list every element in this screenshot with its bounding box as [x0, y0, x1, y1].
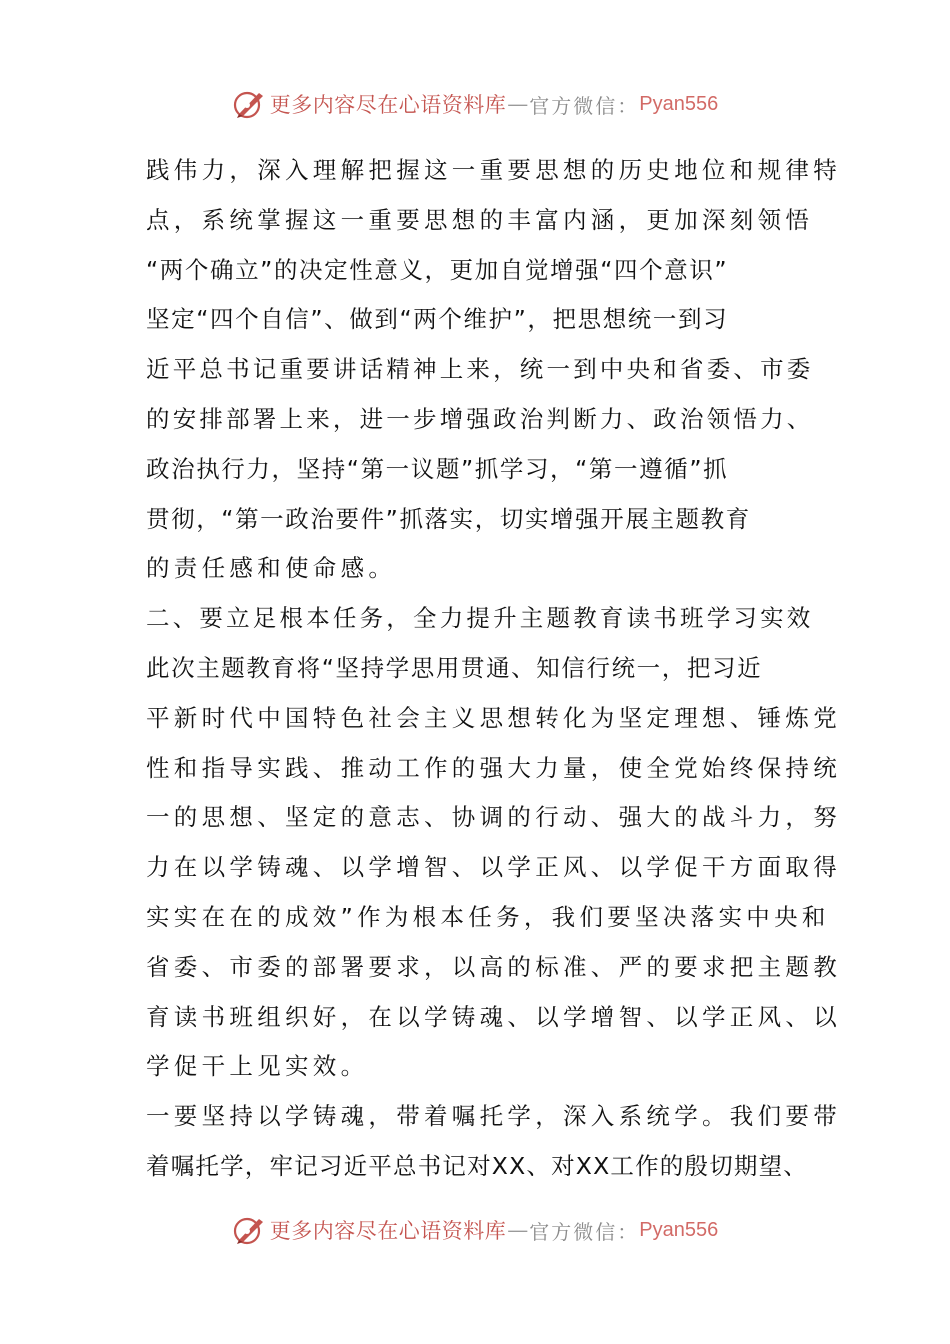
body-line: 力在以学铸魂、以学增智、以学正风、以学促干方面取得: [146, 853, 841, 882]
body-line: 着嘱托学，牢记习近平总书记对XX、对XX工作的殷切期望、: [146, 1151, 808, 1180]
body-line: 政治执行力，坚持“第一议题”抓学习，“第一遵循”抓: [146, 454, 729, 483]
header-banner: [0, 86, 950, 122]
body-line: 的责任感和使命感。: [146, 554, 397, 583]
body-line: 坚定“四个自信”、做到“两个维护”，把思想统一到习: [146, 305, 729, 334]
banner-wechat-label: 官方微信：: [529, 1219, 640, 1244]
body-line: 近平总书记重要讲话精神上来，统一到中央和省委、市委: [146, 355, 814, 384]
body-line: 平新时代中国特色社会主义思想转化为坚定理想、锤炼党: [146, 703, 841, 732]
body-line: 一要坚持以学铸魂，带着嘱托学，深入系统学。我们要带: [146, 1102, 841, 1131]
banner-main-text: 更多内容尽在心语资料库: [269, 1219, 507, 1243]
body-line: 实实在在的成效”作为根本任务，我们要坚决落实中央和: [146, 902, 830, 931]
banner-dash: —: [507, 1218, 529, 1242]
body-line: 贯彻，“第一政治要件”抓落实，切实增强开展主题教育: [146, 504, 751, 533]
body-line: 践伟力，深入理解把握这一重要思想的历史地位和规律特: [146, 156, 841, 184]
body-line: 的安排部署上来，进一步增强政治判断力、政治领悟力、: [146, 404, 814, 433]
body-line: “两个确立”的决定性意义，更加自觉增强“四个意识”: [146, 255, 729, 284]
banner-wechat-id: Pyan556: [639, 1218, 719, 1241]
pen-circle-icon: [232, 1213, 266, 1247]
body-line: 育读书班组织好，在以学铸魂、以学增智、以学正风、以: [146, 1002, 841, 1031]
pen-circle-icon: [232, 87, 266, 121]
body-line: 点，系统掌握这一重要思想的丰富内涵，更加深刻领悟: [146, 205, 814, 234]
document-body: [146, 146, 841, 1192]
body-line: 学促干上见实效。: [146, 1052, 369, 1081]
banner-main-text: 更多内容尽在心语资料库: [269, 93, 507, 117]
banner-wechat-id: Pyan556: [639, 92, 719, 115]
footer-banner: [0, 1212, 950, 1248]
body-line: 此次主题教育将“坚持学思用贯通、知信行统一，把习近: [146, 653, 763, 682]
section-heading: 二、要立足根本任务，全力提升主题教育读书班学习实效: [146, 604, 814, 633]
body-line: 一的思想、坚定的意志、协调的行动、强大的战斗力，努: [146, 803, 841, 832]
body-line: 性和指导实践、推动工作的强大力量，使全党始终保持统: [146, 753, 841, 782]
banner-dash: —: [507, 92, 529, 116]
body-line: 省委、市委的部署要求，以高的标准、严的要求把主题教: [146, 952, 841, 981]
banner-wechat-label: 官方微信：: [529, 93, 640, 118]
